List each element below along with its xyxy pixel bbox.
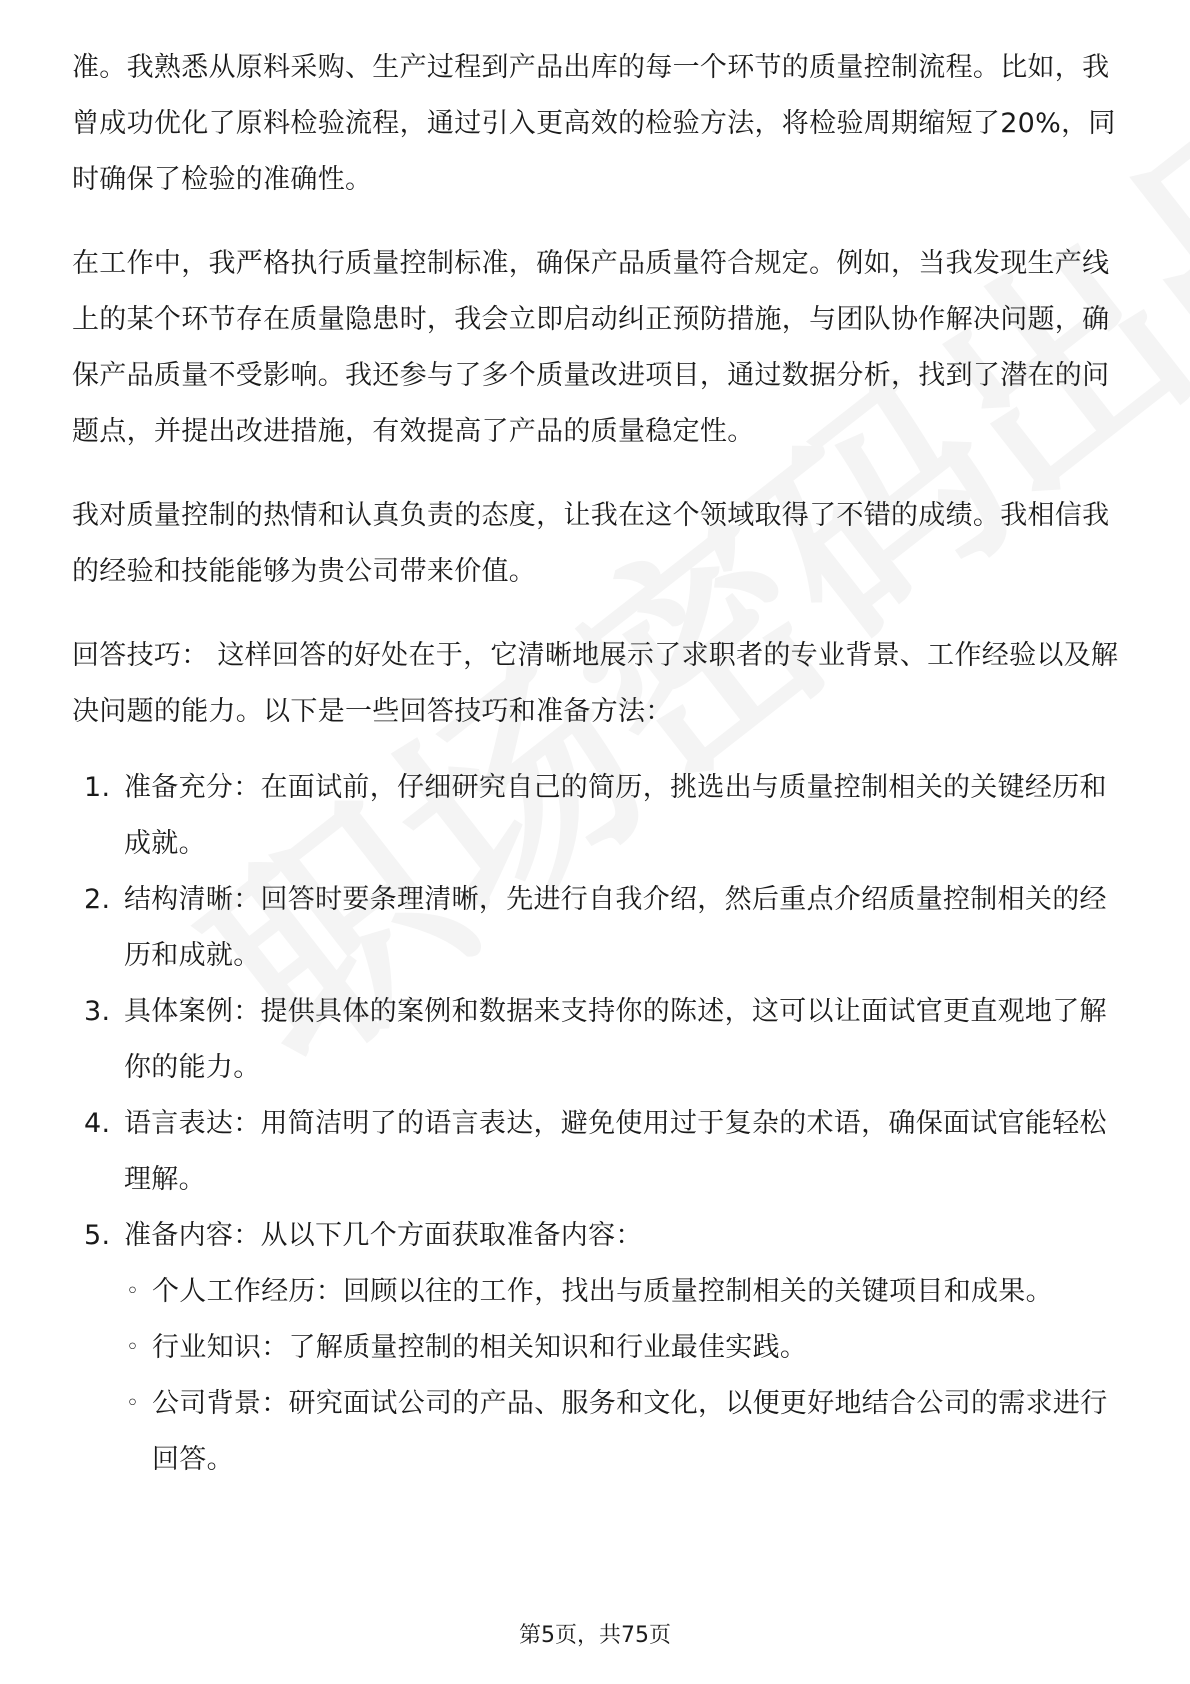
paragraph-work-experience: 在工作中，我严格执行质量控制标准，确保产品质量符合规定。例如，当我发现生产线上的某个环节存在质量隐患时，我会立即启动纠正预防措施，与团队协作解决问题，确保产品质量不受影响。我还参与了多个质量改进项目，通过数据分析，找到了潜在的问题点，并提出改进措施，有效提高了产品的质量稳定性。 (72, 248, 1110, 447)
tips-list (72, 760, 1124, 1488)
list-item (72, 984, 1124, 1096)
sub-list-item-text: 个人工作经历：回顾以往的工作，找出与质量控制相关的关键项目和成果。 (152, 1276, 1053, 1307)
sub-list-item (124, 1320, 1124, 1376)
bullet-icon: ◦ (126, 1335, 140, 1360)
paragraph-passion: 我对质量控制的热情和认真负责的态度，让我在这个领域取得了不错的成绩。我相信我的经验和技能能够为贵公司带来价值。 (72, 500, 1110, 587)
list-number: 1. (84, 772, 111, 803)
list-number: 3. (84, 996, 111, 1027)
sub-list-item (124, 1376, 1124, 1488)
list-number: 5. (84, 1220, 111, 1251)
sub-list-item-text: 公司背景：研究面试公司的产品、服务和文化，以便更好地结合公司的需求进行回答。 (152, 1388, 1108, 1475)
list-item-text: 语言表达：用简洁明了的语言表达，避免使用过于复杂的术语，确保面试官能轻松理解。 (124, 1108, 1107, 1195)
bullet-icon: ◦ (126, 1391, 140, 1416)
paragraph-intro-continued: 准。我熟悉从原料采购、生产过程到产品出库的每一个环节的质量控制流程。比如，我曾成功优化了原料检验流程，通过引入更高效的检验方法，将检验周期缩短了20%，同时确保了检验的准确性。 (72, 52, 1116, 195)
list-item-text: 准备内容：从以下几个方面获取准备内容： (124, 1220, 643, 1251)
bullet-icon: ◦ (126, 1279, 140, 1304)
list-item (72, 872, 1124, 984)
page-footer: 第5页，共75页 (519, 1623, 671, 1648)
list-item-text: 准备充分：在面试前，仔细研究自己的简历，挑选出与质量控制相关的关键经历和成就。 (124, 772, 1107, 859)
list-item (72, 1208, 1124, 1488)
list-number: 2. (84, 884, 111, 915)
list-number: 4. (84, 1108, 111, 1139)
list-item-text: 具体案例：提供具体的案例和数据来支持你的陈述，这可以让面试官更直观地了解你的能力。 (124, 996, 1107, 1083)
paragraph-answer-tips: 回答技巧： 这样回答的好处在于，它清晰地展示了求职者的专业背景、工作经验以及解决问题的能力。以下是一些回答技巧和准备方法： (72, 640, 1119, 727)
sub-list-item-text: 行业知识：了解质量控制的相关知识和行业最佳实践。 (152, 1332, 808, 1363)
list-item (72, 760, 1124, 872)
list-item-text: 结构清晰：回答时要条理清晰，先进行自我介绍，然后重点介绍质量控制相关的经历和成就。 (124, 884, 1107, 971)
document-page (72, 40, 1124, 1488)
sub-list-item (124, 1264, 1124, 1320)
sub-list (124, 1264, 1124, 1488)
list-item (72, 1096, 1124, 1208)
